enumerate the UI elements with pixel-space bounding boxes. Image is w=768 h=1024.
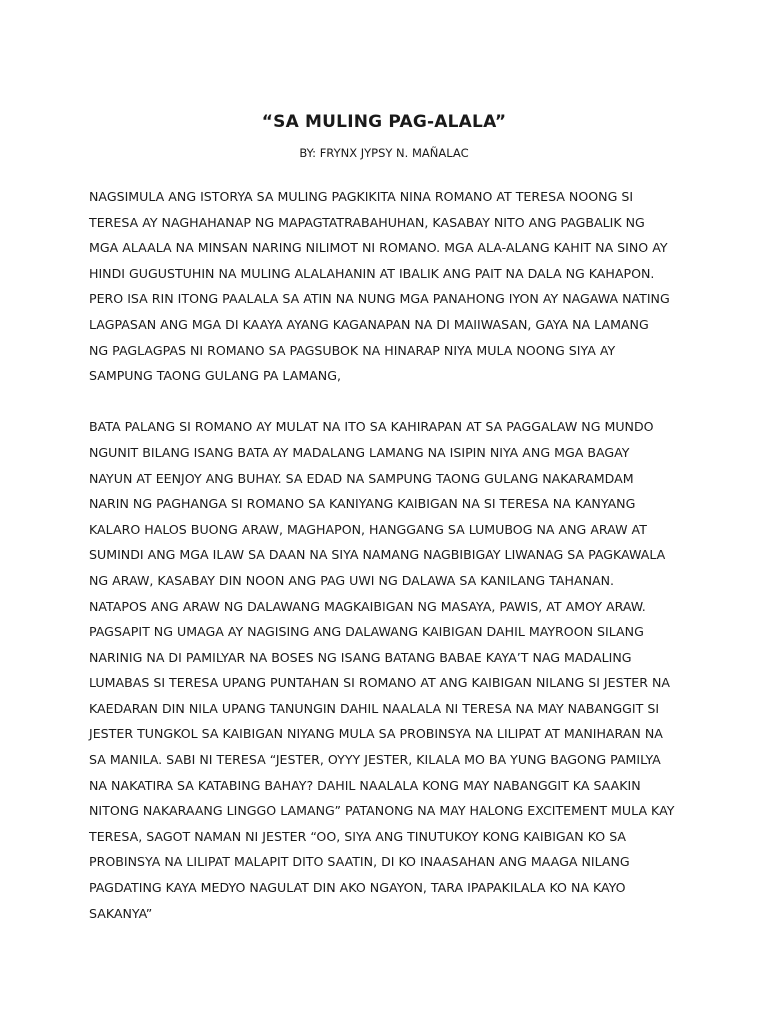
- text-line: PERO ISA RIN ITONG PAALALA SA ATIN NA NUNG MGA PANAHONG IYON AY NAGAWA NATING: [89, 291, 670, 307]
- author-byline: BY: FRYNX JYPSY N. MAÑALAC: [299, 146, 469, 160]
- text-line: SAKANYA”: [89, 905, 153, 921]
- text-line: NITONG NAKARAANG LINGGO LAMANG” PATANONG NA MAY HALONG EXCITEMENT MULA KAY: [89, 803, 675, 819]
- text-line: JESTER TUNGKOL SA KAIBIGAN NIYANG MULA SA PROBINSYA NA LILIPAT AT MANIHARAN NA: [89, 726, 663, 742]
- paragraph-gap: [89, 389, 689, 415]
- text-line: MGA ALAALA NA MINSAN NARING NILIMOT NI ROMANO. MGA ALA-ALANG KAHIT NA SINO AY: [89, 240, 668, 256]
- paragraph-1: [89, 184, 689, 389]
- text-line: NATAPOS ANG ARAW NG DALAWANG MAGKAIBIGAN NG MASAYA, PAWIS, AT AMOY ARAW.: [89, 598, 646, 614]
- text-line: NARIN NG PAGHANGA SI ROMANO SA KANIYANG KAIBIGAN NA SI TERESA NA KANYANG: [89, 496, 636, 512]
- text-line: NG ARAW, KASABAY DIN NOON ANG PAG UWI NG DALAWA SA KANILANG TAHANAN.: [89, 572, 615, 588]
- paragraph-2: [89, 414, 689, 926]
- text-line: PAGDATING KAYA MEDYO NAGULAT DIN AKO NGAYON, TARA IPAPAKILALA KO NA KAYO: [89, 880, 626, 896]
- text-line: SA MANILA. SABI NI TERESA “JESTER, OYYY JESTER, KILALA MO BA YUNG BAGONG PAMILYA: [89, 752, 661, 768]
- text-line: TERESA AY NAGHAHANAP NG MAPAGTATRABAHUHAN, KASABAY NITO ANG PAGBALIK NG: [89, 214, 645, 230]
- text-line: PAGSAPIT NG UMAGA AY NAGISING ANG DALAWANG KAIBIGAN DAHIL MAYROON SILANG: [89, 624, 644, 640]
- text-line: NARINIG NA DI PAMILYAR NA BOSES NG ISANG BATANG BABAE KAYA’T NAG MADALING: [89, 649, 632, 665]
- text-line: NGUNIT BILANG ISANG BATA AY MADALANG LAMANG NA ISIPIN NIYA ANG MGA BAGAY: [89, 444, 630, 460]
- text-line: SAMPUNG TAONG GULANG PA LAMANG,: [89, 368, 341, 384]
- text-line: NAGSIMULA ANG ISTORYA SA MULING PAGKIKITA NINA ROMANO AT TERESA NOONG SI: [89, 189, 634, 204]
- text-line: PROBINSYA NA LILIPAT MALAPIT DITO SAATIN, DI KO INAASAHAN ANG MAAGA NILANG: [89, 854, 630, 870]
- text-line: HINDI GUGUSTUHIN NA MULING ALALAHANIN AT IBALIK ANG PAIT NA DALA NG KAHAPON.: [89, 265, 655, 281]
- document-title: “SA MULING PAG-ALALA”: [261, 112, 507, 132]
- text-line: NG PAGLAGPAS NI ROMANO SA PAGSUBOK NA HINARAP NIYA MULA NOONG SIYA AY: [89, 342, 616, 358]
- text-line: NA NAKATIRA SA KATABING BAHAY? DAHIL NAALALA KONG MAY NABANGGIT KA SAAKIN: [89, 777, 641, 793]
- text-line: KALARO HALOS BUONG ARAW, MAGHAPON, HANGGANG SA LUMUBOG NA ANG ARAW AT: [89, 521, 647, 537]
- text-line: NAYUN AT EENJOY ANG BUHAY. SA EDAD NA SAMPUNG TAONG GULANG NAKARAMDAM: [89, 470, 634, 486]
- story-body: [89, 184, 689, 926]
- text-line: BATA PALANG SI ROMANO AY MULAT NA ITO SA KAHIRAPAN AT SA PAGGALAW NG MUNDO: [89, 419, 654, 435]
- text-line: LUMABAS SI TERESA UPANG PUNTAHAN SI ROMANO AT ANG KAIBIGAN NILANG SI JESTER NA: [89, 675, 671, 691]
- text-line: TERESA, SAGOT NAMAN NI JESTER “OO, SIYA ANG TINUTUKOY KONG KAIBIGAN KO SA: [89, 828, 627, 844]
- text-line: SUMINDI ANG MGA ILAW SA DAAN NA SIYA NAMANG NAGBIBIGAY LIWANAG SA PAGKAWALA: [89, 547, 666, 563]
- text-line: KAEDARAN DIN NILA UPANG TANUNGIN DAHIL NAALALA NI TERESA NA MAY NABANGGIT SI: [89, 700, 660, 716]
- text-line: LAGPASAN ANG MGA DI KAAYA AYANG KAGANAPAN NA DI MAIIWASAN, GAYA NA LAMANG: [89, 316, 649, 332]
